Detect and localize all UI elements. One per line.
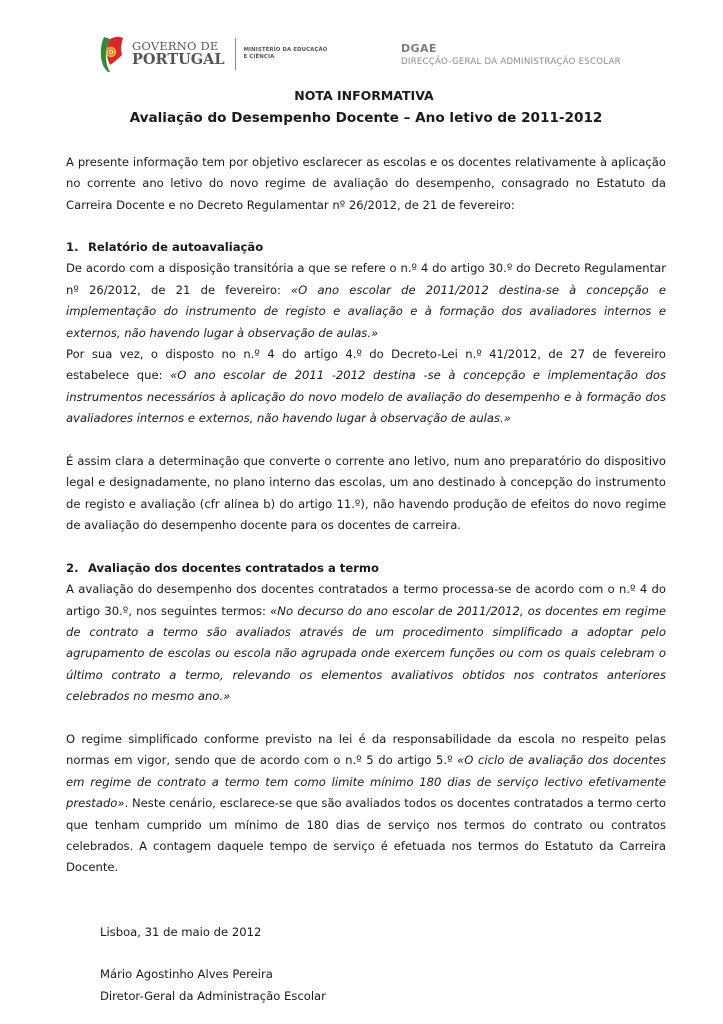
legal-quote: «O ciclo de avaliação dos docentes em regime de contrato a termo tem como limite mínimo 180 dias de serviço lectivo efetivamente prestado» — [66, 753, 666, 811]
legal-quote: «O ano escolar de 2011 -2012 destina -se à concepção e implementação dos instrumentos necessários à aplicação do novo modelo de avaliação do desempenho e à formação dos avaliadores internos e externos, não havendo lugar à observação de aulas.» — [66, 368, 666, 426]
paragraph-text: Por sua vez, o disposto no n.º 4 do artigo 4.º do Decreto-Lei n.º 41/2012, de 27 de fevereiro estabelece que: — [66, 347, 666, 383]
legal-quote: «O ano escolar de 2011/2012 destina-se à concepção e implementação do instrumento de registo e avaliação e à formação dos avaliadores internos e externos, não havendo lugar à observação de aulas.» — [66, 282, 666, 340]
section-2-paragraph-1 — [66, 579, 666, 707]
spacer — [66, 708, 666, 729]
section-2-paragraph-2 — [66, 729, 666, 879]
section-1-paragraph-1 — [66, 258, 666, 344]
spacer — [66, 900, 666, 921]
section-2-heading — [66, 558, 666, 579]
intro-paragraph: A presente informação tem por objetivo esclarecer as escolas e os docentes relativamente à aplicação no corrente ano letivo do novo regime de avaliação do desempenho, consagrado no Estatuto da Carreira Docente e no Decreto Regulamentar nº 26/2012, de 21 de fevereiro: — [66, 154, 666, 212]
spacer — [66, 430, 666, 451]
document-subtitle: Avaliação do Desempenho Docente – Ano letivo de 2011-2012 — [129, 110, 603, 127]
paragraph-text: O regime simplificado conforme previsto na lei é da responsabilidade da escola no respeito pelas normas em vigor, sendo que de acordo com o n.º 5 do artigo 5.º — [66, 731, 666, 768]
spacer — [66, 879, 666, 900]
signatory-title: Diretor-Geral da Administração Escolar — [100, 988, 326, 1003]
gov-line2: PORTUGAL — [132, 51, 225, 68]
gov-line1: GOVERNO DE — [132, 38, 219, 53]
section-title: Avaliação dos docentes contratados a termo — [88, 560, 379, 575]
ministry-line1: MINISTÉRIO DA EDUCAÇÃO — [243, 46, 328, 53]
ministry-name — [244, 47, 328, 62]
logo-divider — [235, 38, 236, 70]
dgae-title: DGAE — [401, 42, 437, 55]
portugal-flag-emblem-icon — [98, 35, 124, 73]
place-date: Lisboa, 31 de maio de 2012 — [100, 924, 262, 939]
gov-name — [132, 38, 225, 68]
dgae-logo — [401, 42, 621, 67]
spacer — [66, 943, 666, 964]
document-header — [98, 30, 723, 80]
signatory-name: Mário Agostinho Alves Pereira — [100, 967, 273, 982]
dgae-subtitle: DIRECÇÃO-GERAL DA ADMINISTRAÇÃO ESCOLAR — [401, 57, 621, 67]
paragraph-text: . Neste cenário, esclarece-se que são avaliados todos os docentes contratados a termo certo que tenham cumprido um mínimo de 180 dias de serviço nos termos do contrato ou contratos celebrados. A contagem daquele tempo de serviço é efetuada nos termos do Estatuto da Carreira Docente. — [66, 796, 666, 875]
document-title: NOTA INFORMATIVA — [294, 88, 434, 103]
legal-quote: «No decurso do ano escolar de 2011/2012, os docentes em regime de contrato a termo são avaliados através de um procedimento simplificado a adoptar pelo agrupamento de escolas ou escola não agrupada onde exercem funções ou com os quais celebram o último contrato a termo, relevando os elementos avaliativos obtidos nos contratos anteriores celebrados no mesmo ano.» — [66, 603, 666, 704]
ministry-line2: E CIÊNCIA — [243, 54, 275, 60]
governo-de-portugal-logo — [98, 34, 338, 74]
section-1-paragraph-3: É assim clara a determinação que converte o corrente ano letivo, num ano preparatório do dispositivo legal e designadamente, no plano interno das escolas, um ano destinado à concepção do instrumento de registo e avaliação (cfr alínea b) do artigo 11.º), não havendo produção de efeitos do novo regime de avaliação do desempenho docente para os docentes de carreira. — [66, 454, 666, 533]
paragraph-text: A avaliação do desempenho dos docentes contratados a termo processa-se de acordo com o n.º 4 do artigo 30.º, nos seguintes termos: — [66, 582, 666, 618]
document-body — [66, 85, 666, 1007]
paragraph-text: De acordo com a disposição transitória a que se refere o n.º 4 do artigo 30.º do Decreto Regulamentar nº 26/2012, de 21 de fevereiro: — [66, 261, 666, 297]
section-number: 2. — [66, 560, 79, 575]
section-title: Relatório de autoavaliação — [88, 240, 264, 255]
section-number: 1. — [66, 240, 79, 255]
section-1-heading — [66, 237, 666, 258]
section-1-paragraph-2 — [66, 344, 666, 430]
